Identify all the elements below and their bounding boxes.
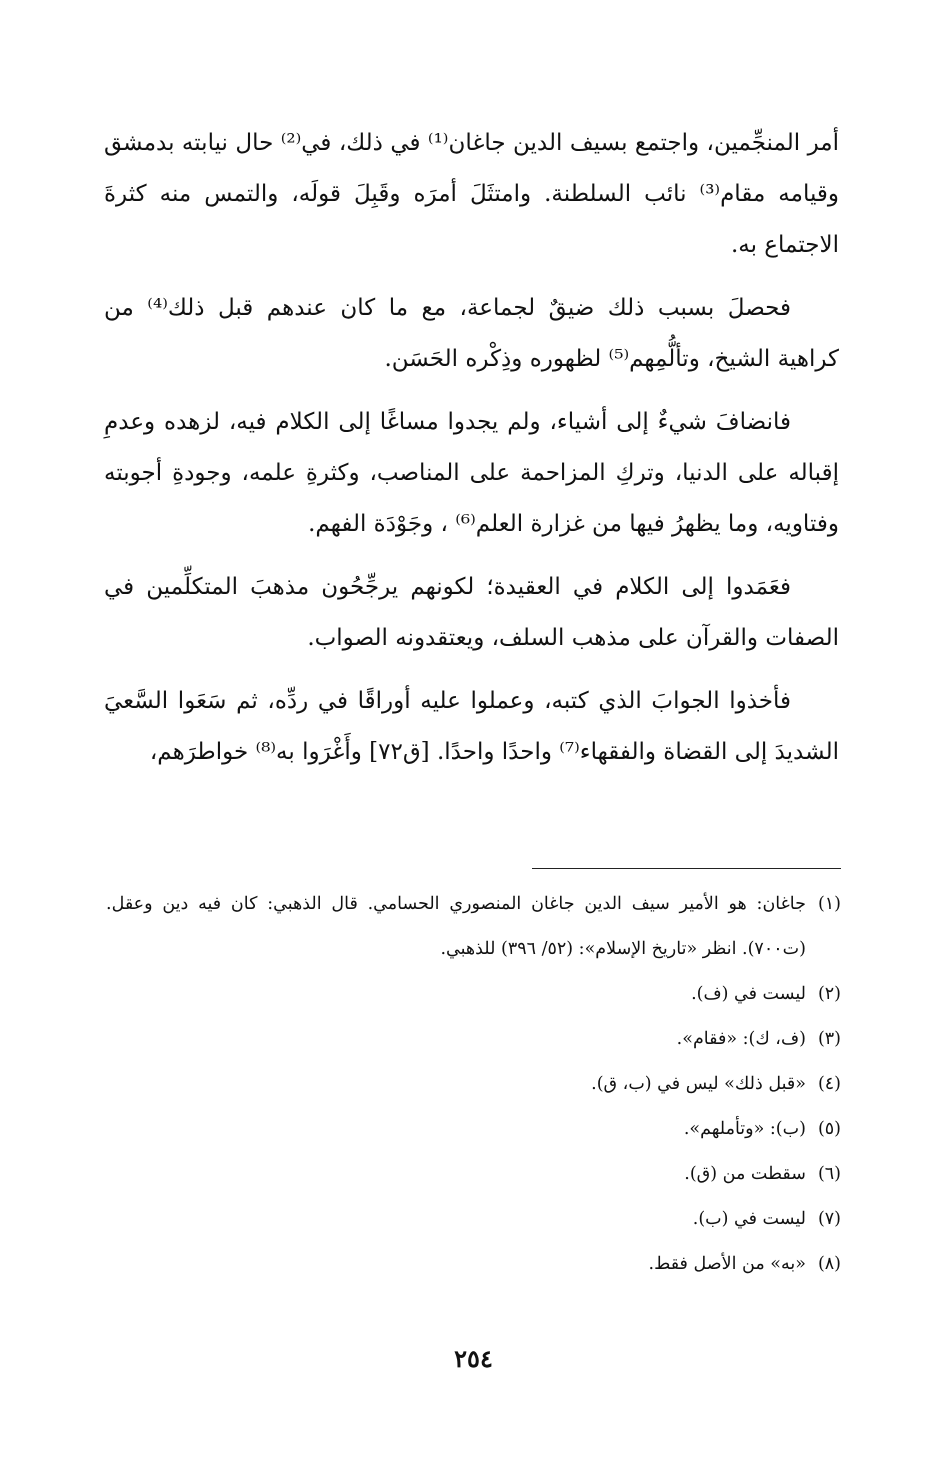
footnote — [106, 1197, 841, 1242]
footnote-separator — [532, 868, 841, 869]
page-number: ٢٥٤ — [454, 1344, 493, 1373]
footnote — [106, 1152, 841, 1197]
paragraph: أمر المنجِّمين، واجتمع بسيف الدين جاغان⁽¹⁾ في ذلك، في⁽²⁾ حال نيابته بدمشق وقيامه مقام⁽³⁾ نائب السلطنة. وامتثَلَ أمرَه وقَبِلَ قولَه، والتمس منه كثرةَ الاجتماع به. — [104, 130, 839, 258]
footnote-number: (٧) — [817, 1209, 841, 1229]
footnote-number: (٨) — [817, 1254, 841, 1274]
main-text — [104, 118, 839, 790]
footnote — [106, 1017, 841, 1062]
footnote — [106, 882, 841, 972]
paragraph: فأخذوا الجوابَ الذي كتبه، وعملوا عليه أوراقًا في ردِّه، ثم سَعَوا السَّعيَ الشديدَ إلى القضاة والفقهاء⁽⁷⁾ واحدًا واحدًا. [ق٧٢] وأَغْرَوا به⁽⁸⁾ خواطرَهم، — [104, 688, 839, 765]
footnote-text: (ف، ك): «فقام». — [676, 1029, 806, 1049]
footnote-text: ليست في (ب). — [692, 1209, 806, 1229]
footnote — [106, 1242, 841, 1287]
paragraph: فانضافَ شيءٌ إلى أشياء، ولم يجدوا مساغًا إلى الكلام فيه، لزهده وعدمِ إقباله على الدنيا، وتركِ المزاحمة على المناصب، وكثرةِ علمه، وجودةِ أجوبته وفتاويه، وما يظهرُ فيها من غزارة العلم⁽⁶⁾ ، وجَوْدَة الفهم. — [104, 409, 839, 537]
footnote-text: ليست في (ف). — [691, 984, 806, 1004]
footnote-number: (٦) — [817, 1164, 841, 1184]
paragraph: فحصلَ بسبب ذلك ضيقٌ لجماعة، مع ما كان عندهم قبل ذلك⁽⁴⁾ من كراهية الشيخ، وتألُّمِهم⁽⁵⁾ لظهوره وذِكْره الحَسَن. — [104, 295, 839, 372]
footnote-text: «به» من الأصل فقط. — [648, 1254, 806, 1274]
footnote-text: سقطت من (ق). — [684, 1164, 806, 1184]
footnote-number: (٢) — [817, 984, 841, 1004]
footnote-number: (٥) — [817, 1119, 841, 1139]
footnote-number: (٤) — [817, 1074, 841, 1094]
footnote-number: (٣) — [817, 1029, 841, 1049]
footnote-text: «قبل ذلك» ليس في (ب، ق). — [591, 1074, 806, 1094]
footnote — [106, 1107, 841, 1152]
footnote — [106, 972, 841, 1017]
paragraph: فعَمَدوا إلى الكلام في العقيدة؛ لكونهم يرجِّحُون مذهبَ المتكلِّمين في الصفات والقرآن على مذهب السلف، ويعتقدونه الصواب. — [104, 574, 839, 651]
footnote-text: (ب): «وتأملهم». — [683, 1119, 806, 1139]
footnote-text: جاغان: هو الأمير سيف الدين جاغان المنصوري الحسامي. قال الذهبي: كان فيه دين وعقل.(ت٧٠٠). انظر «تاريخ الإسلام»: (٥٢/ ٣٩٦) للذهبي. — [106, 894, 806, 959]
footnote-number: (١) — [817, 894, 841, 914]
footnotes — [106, 882, 841, 1287]
footnote — [106, 1062, 841, 1107]
